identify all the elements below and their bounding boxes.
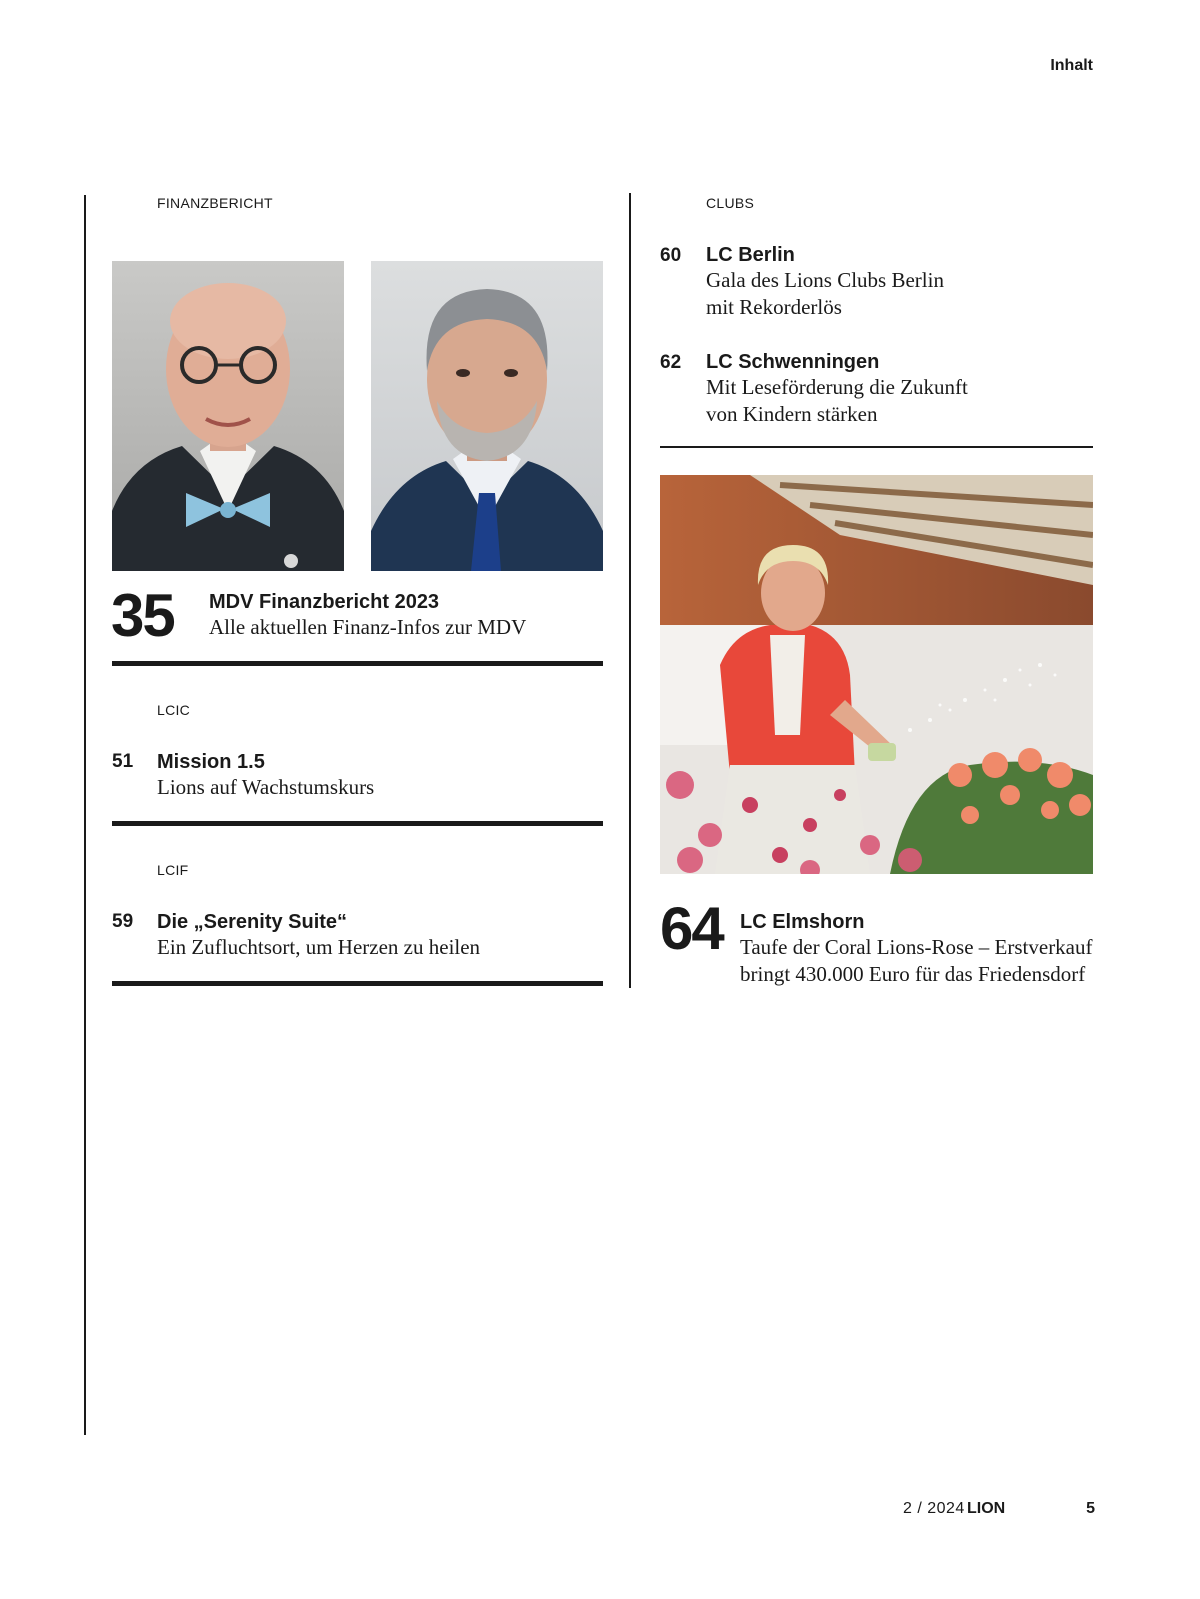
article-subtitle-line-2: von Kindern stärken <box>706 402 878 426</box>
article-subtitle-finanzbericht: Alle aktuellen Finanz-Infos zur MDV <box>209 615 527 639</box>
article-title-finanzbericht: MDV Finanzbericht 2023 <box>209 591 440 613</box>
section-label-finanzbericht: FINANZBERICHT <box>157 195 273 211</box>
page-number-35: 35 <box>111 582 174 649</box>
magazine-brand: LION <box>967 1500 1006 1517</box>
section-label-clubs: CLUBS <box>706 195 755 211</box>
portrait-photo-1 <box>112 261 344 571</box>
page-folio: 5 <box>1086 1500 1095 1517</box>
column-divider-rule <box>629 193 631 988</box>
article-subtitle-line-1: Taufe der Coral Lions-Rose – Erstverkauf <box>740 935 1093 959</box>
divider-rule <box>112 821 603 826</box>
article-subtitle-lcif: Ein Zufluchtsort, um Herzen zu heilen <box>157 935 481 959</box>
feature-photo-rose-christening <box>660 475 1093 874</box>
page-number-51: 51 <box>112 751 134 772</box>
page-number-62: 62 <box>660 352 682 373</box>
article-subtitle-line-2: mit Rekorderlös <box>706 295 842 319</box>
left-margin-rule <box>84 195 86 1435</box>
article-subtitle-line-1: Mit Leseförderung die Zukunft <box>706 375 968 399</box>
issue-number: 2 / 2024 <box>903 1500 965 1517</box>
article-title-lcic: Mission 1.5 <box>157 751 265 773</box>
article-title-lc-berlin: LC Berlin <box>706 244 795 266</box>
section-label-lcic: LCIC <box>157 702 191 718</box>
article-subtitle-line-2: bringt 430.000 Euro für das Friedensdorf <box>740 962 1086 986</box>
section-label-lcif: LCIF <box>157 862 189 878</box>
divider-rule <box>660 446 1093 448</box>
article-title-lcif: Die „Serenity Suite“ <box>157 911 348 933</box>
portrait-photo-2 <box>371 261 603 571</box>
page-number-64: 64 <box>660 895 723 962</box>
article-title-lc-schwenningen: LC Schwenningen <box>706 351 880 373</box>
article-subtitle-lcic: Lions auf Wachstumskurs <box>157 775 375 799</box>
page-number-59: 59 <box>112 911 134 932</box>
divider-rule <box>112 661 603 666</box>
article-subtitle-line-1: Gala des Lions Clubs Berlin <box>706 268 944 292</box>
article-title-lc-elmshorn: LC Elmshorn <box>740 911 865 933</box>
section-header: Inhalt <box>1050 57 1093 74</box>
page-number-60: 60 <box>660 245 682 266</box>
divider-rule <box>112 981 603 986</box>
